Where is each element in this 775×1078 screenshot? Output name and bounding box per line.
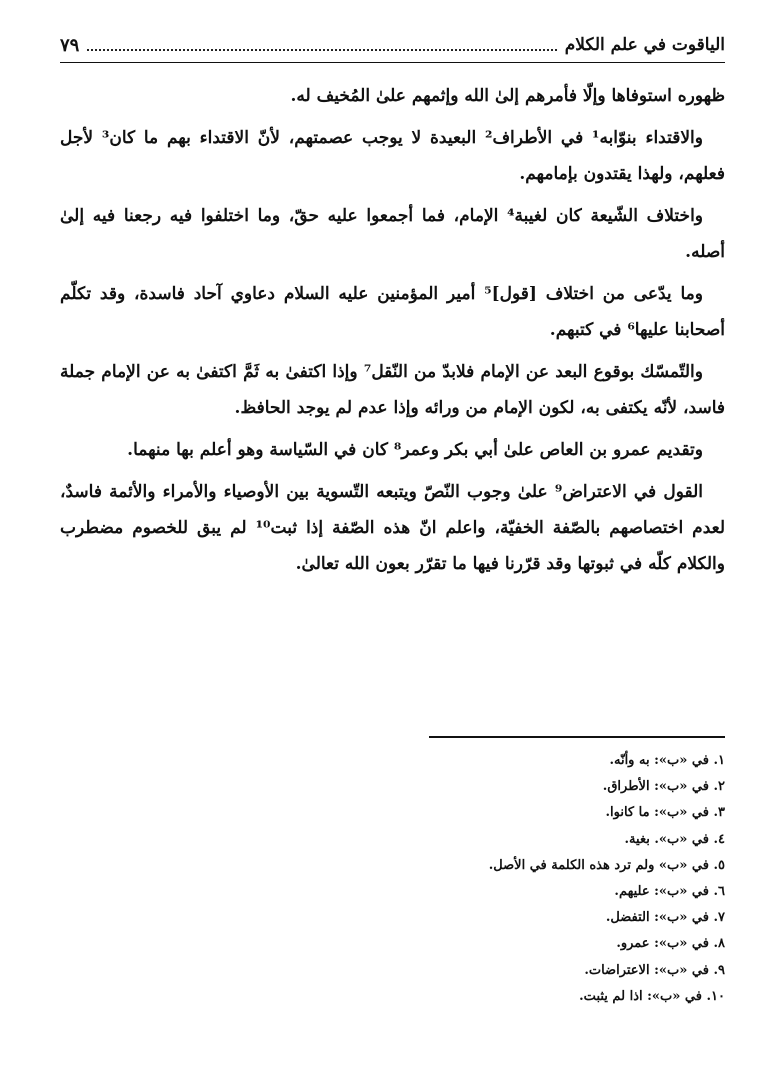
- paragraph: وتقديم عمرو بن العاص علىٰ أبي بكر وعمر⁸ كان في السّياسة وهو أعلم بها منهما.: [127, 440, 703, 460]
- leader-dots: [87, 49, 556, 51]
- paragraph: واختلاف الشّيعة كان لغيبة⁴ الإمام، فما أجمعوا عليه حقّ، وما اختلفوا فيه رجعنا فيه إلىٰ أصله.: [60, 206, 725, 262]
- footnote: ٤. في «ب». بغية.: [624, 831, 725, 847]
- footnote-divider: [429, 736, 725, 738]
- paragraph: والتّمسّك بوقوع البعد عن الإمام فلابدّ من النّقل⁷ وإذا اكتفىٰ به ثَمَّ اكتفىٰ به عن الإمام جملة فاسد، لأنّه يكتفى به، لكون الإمام من ورائه وإذا عدم لم يوجد الحافظ.: [60, 362, 725, 418]
- footnote: ٧. في «ب»: التفضل.: [605, 910, 725, 926]
- paragraph: وما يدّعى من اختلاف [قول]⁵ أمير المؤمنين عليه السلام دعاوي آحاد فاسدة، وقد تكلّم أصحابنا عليها⁶ في كتبهم.: [60, 284, 725, 340]
- footnote: ٥. في «ب» ولم ترد هذه الكلمة في الأصل.: [488, 857, 725, 873]
- book-page: [60, 28, 725, 1058]
- footnotes-list: [60, 748, 725, 1010]
- paragraph: ظهوره استوفاها وإلّا فأمرهم إلىٰ الله وإثمهم علىٰ المُخيف له.: [290, 86, 725, 106]
- footnote: ٣. في «ب»: ما كانوا.: [605, 805, 725, 821]
- page-number: ٧٩: [60, 34, 80, 56]
- main-text: [60, 78, 725, 588]
- paragraph: القول في الاعتراض⁹ علىٰ وجوب النّصّ ويتبعه التّسوية بين الأوصياء والأمراء والأئمة فاسدٌ، لعدم اختصاصهم بالصّفة الخفيّة، واعلم انّ هذه الصّفة إذا ثبت¹⁰ لم يبق للخصوم مضطرب والكلام كلّه في ثبوتها وقد قرّرنا فيها ما تقرّر بعون الله تعالىٰ.: [60, 482, 726, 574]
- footnote: ١. في «ب»: به وأنّه.: [609, 753, 725, 768]
- footnote: ٦. في «ب»: عليهم.: [614, 884, 725, 900]
- footnote: ١٠. في «ب»: اذا لم يثبت.: [579, 988, 725, 1004]
- running-title: الياقوت في علم الكلام: [564, 35, 725, 55]
- footnote: ٩. في «ب»: الاعتراضات.: [584, 962, 725, 978]
- page-header: [60, 28, 725, 63]
- footnote: ٢. في «ب»: الأطراق.: [602, 779, 725, 795]
- paragraph: والاقتداء بنوّابه¹ في الأطراف² البعيدة لا يوجب عصمتهم، لأنّ الاقتداء بهم ما كان³ لأجل فعلهم، ولهذا يقتدون بإمامهم.: [60, 128, 725, 184]
- footnote: ٨. في «ب»: عمرو.: [616, 936, 725, 952]
